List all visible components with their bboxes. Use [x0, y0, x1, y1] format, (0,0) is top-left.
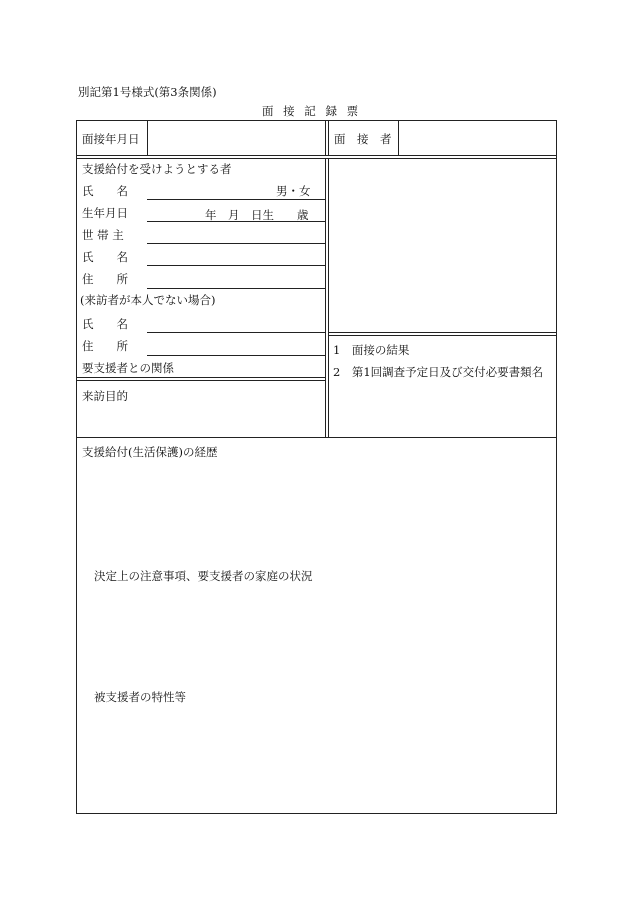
- head-name-label: 氏 名: [82, 250, 128, 264]
- applicant-name-label: 氏 名: [82, 184, 128, 198]
- page-title: 面 接 記 録 票: [262, 104, 362, 118]
- visitor-name-label: 氏 名: [82, 317, 128, 331]
- relation-label: 要支援者との関係: [82, 361, 174, 375]
- form-number: 別記第1号様式(第3条関係): [78, 85, 217, 99]
- head-name-field[interactable]: [149, 246, 324, 264]
- interviewer-field[interactable]: [400, 122, 555, 154]
- head-address-field[interactable]: [149, 268, 324, 287]
- head-address-label: 住 所: [82, 272, 128, 286]
- applicant-name-field[interactable]: [149, 180, 269, 198]
- notes-label: 決定上の注意事項、要支援者の家庭の状況: [94, 569, 313, 583]
- interviewer-label: 面 接 者: [334, 132, 392, 146]
- gender-option[interactable]: 男・女: [276, 184, 311, 198]
- visitor-section-label: (来訪者が本人でない場合): [80, 293, 216, 307]
- relation-field[interactable]: [190, 358, 324, 376]
- interview-date-label: 面接年月日: [82, 132, 140, 146]
- traits-label: 被支援者の特性等: [94, 690, 186, 704]
- result-item-1: 1 面接の結果: [333, 343, 410, 357]
- birth-date-field[interactable]: 年 月 日生 歳: [205, 208, 309, 222]
- result-item-2: 2 第1回調査予定日及び交付必要書類名: [333, 365, 544, 379]
- visit-purpose-label: 来訪目的: [82, 389, 128, 403]
- household-head-field[interactable]: [149, 224, 324, 242]
- visitor-name-field[interactable]: [149, 312, 324, 331]
- visitor-address-label: 住 所: [82, 339, 128, 353]
- visit-purpose-field[interactable]: [78, 405, 324, 435]
- right-upper-field[interactable]: [330, 160, 555, 330]
- interview-date-field[interactable]: [149, 122, 324, 154]
- history-field[interactable]: [78, 462, 554, 811]
- household-head-label: 世 帯 主: [82, 228, 124, 242]
- applicant-section-label: 支援給付を受けようとする者: [82, 162, 232, 176]
- birth-date-label: 生年月日: [82, 206, 128, 220]
- history-label: 支援給付(生活保護)の経歴: [82, 445, 218, 459]
- visitor-address-field[interactable]: [149, 335, 324, 354]
